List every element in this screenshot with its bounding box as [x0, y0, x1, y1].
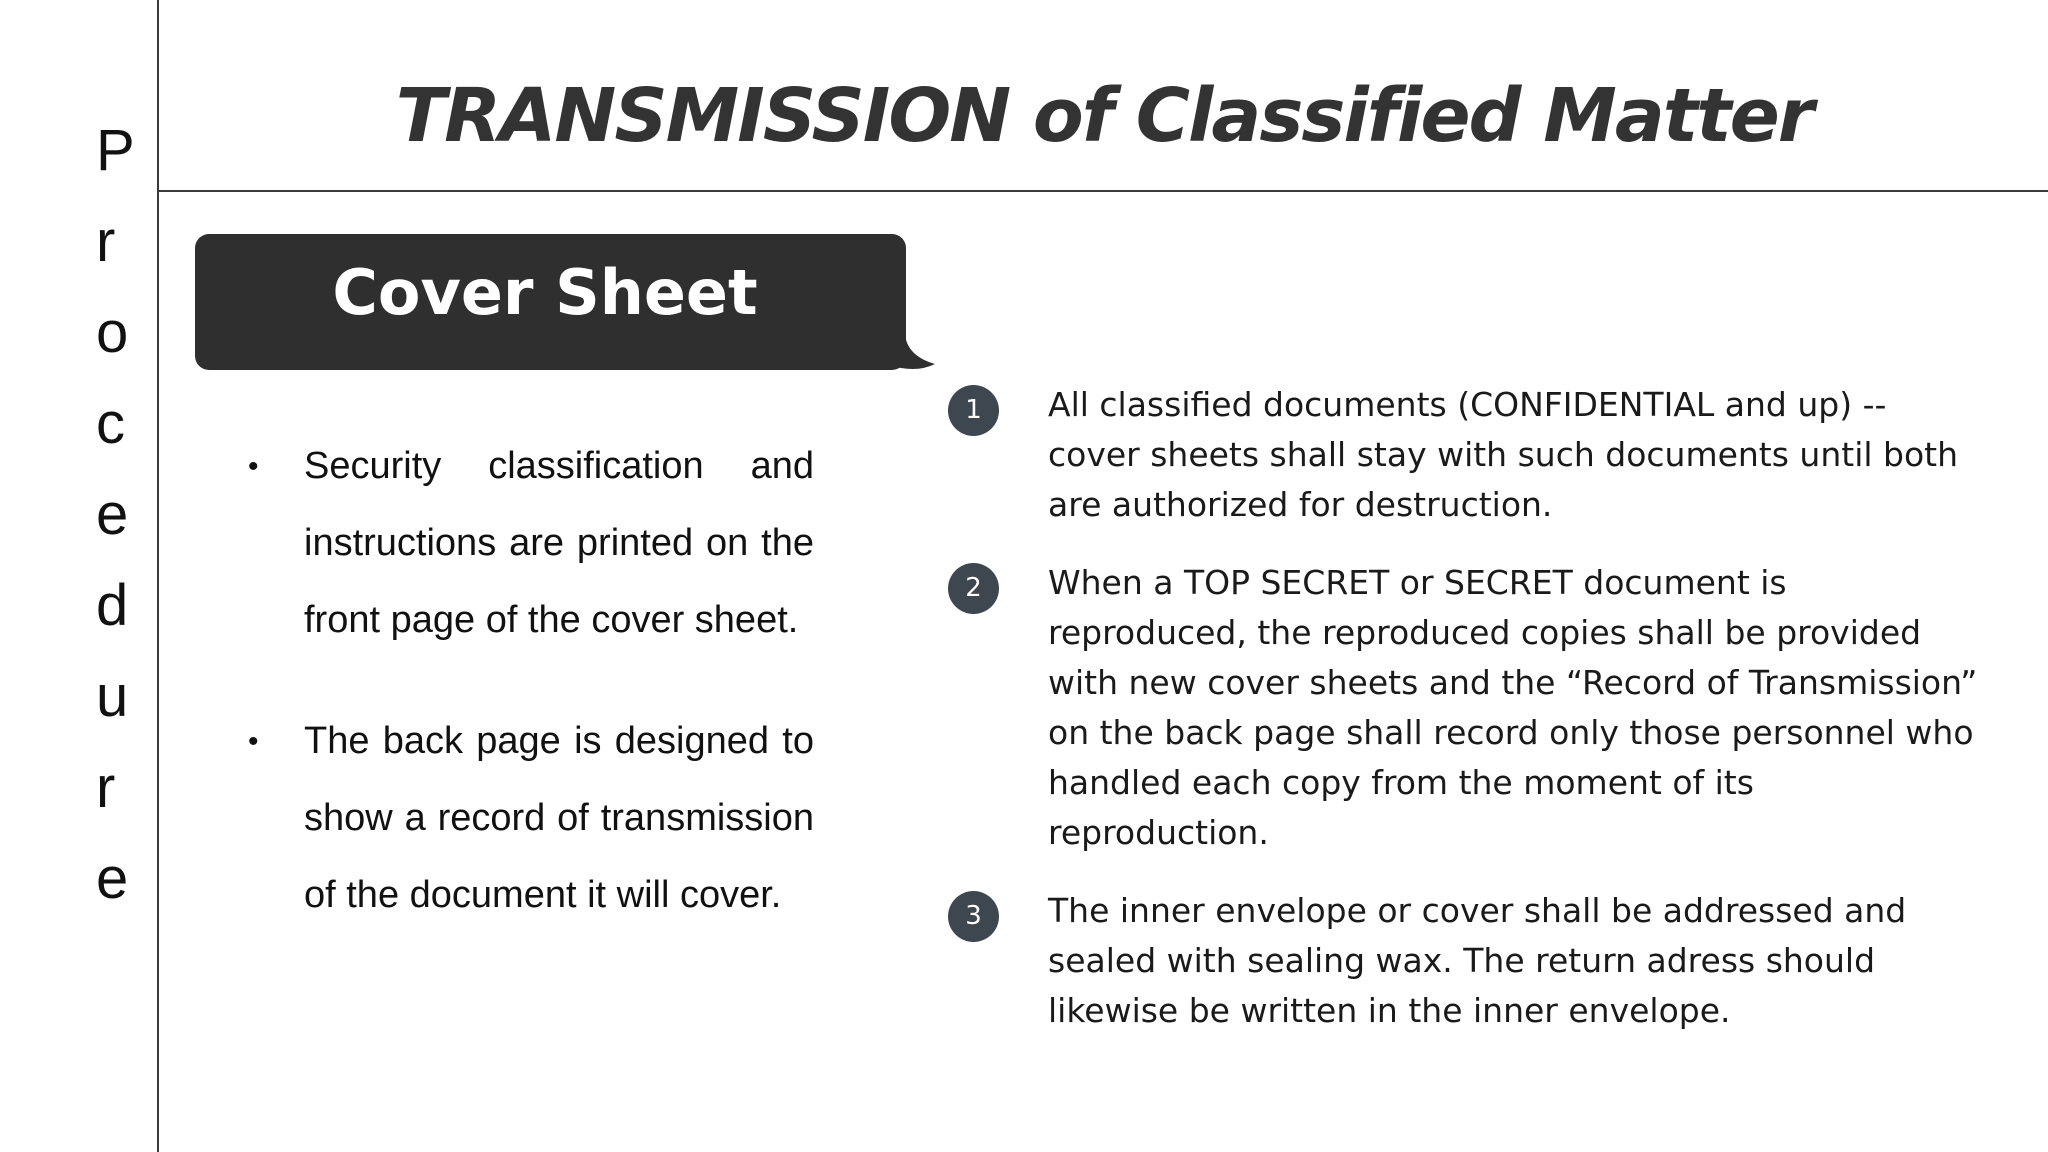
vertical-procedure-label — [60, 105, 160, 924]
side-letter: o — [96, 300, 129, 365]
section-badge — [195, 234, 935, 374]
step-text: When a TOP SECRET or SECRET document is reproduced, the reproduced copies shall be provided with new cover sheets and the “Record of Transmission” on the back page shall record only those personnel who handled each copy from the moment of its reproduction. — [1048, 563, 1978, 852]
page-title: TRANSMISSION of Classified Matter — [395, 73, 1813, 159]
side-letter: c — [96, 391, 125, 456]
step-text: The inner envelope or cover shall be addressed and sealed with sealing wax. The return adress should likewise be written in the inner envelope. — [1048, 891, 1907, 1030]
side-letter: P — [96, 118, 135, 183]
badge-label: Cover Sheet — [332, 256, 758, 329]
bullet-text: Security classification and instructions are printed on the front page of the cover sheet. — [304, 445, 814, 641]
step-number-badge: 1 — [948, 385, 999, 436]
step-text: All classified documents (CONFIDENTIAL and up) -- cover sheets shall stay with such documents until both are authorized for destruction. — [1048, 385, 1959, 524]
bullet-item — [240, 428, 814, 659]
step-item — [948, 558, 1978, 858]
bullet-dot-icon: • — [248, 725, 259, 758]
step-number-badge: 3 — [948, 891, 999, 942]
side-letter: e — [96, 846, 129, 911]
bullet-item — [240, 703, 814, 934]
step-item — [948, 380, 1978, 530]
side-letter: r — [96, 755, 116, 820]
side-letter: r — [96, 209, 116, 274]
side-letter: u — [96, 664, 129, 729]
side-letter: d — [96, 573, 129, 638]
bullet-dot-icon: • — [248, 450, 259, 483]
bullet-list — [240, 428, 814, 978]
step-item — [948, 886, 1978, 1036]
horizontal-divider — [158, 190, 2048, 192]
step-number-badge: 2 — [948, 563, 999, 614]
bullet-text: The back page is designed to show a record of transmission of the document it will cover. — [304, 720, 814, 916]
side-letter: e — [96, 482, 129, 547]
numbered-steps — [948, 380, 1978, 1064]
